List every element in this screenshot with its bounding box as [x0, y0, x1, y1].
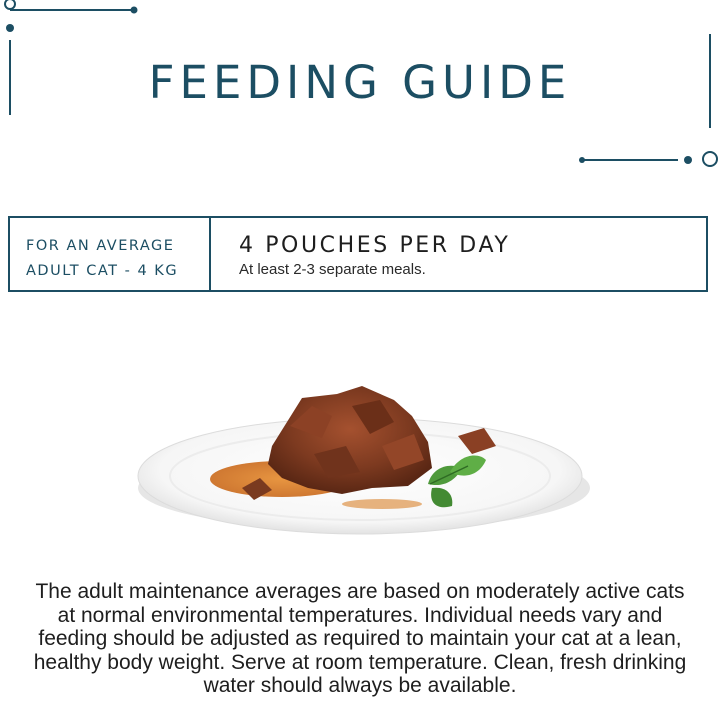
cat-weight-label: [10, 218, 211, 290]
feeding-description: The adult maintenance averages are based on moderately active cats at normal environmental temperatures. Individual needs vary and feeding should be adjusted as required to maintain your cat at a lean, healthy body weight. Serve at room temperature. Clean, fresh drinking water should always be available.: [33, 580, 687, 697]
feeding-guide-box: [8, 216, 708, 292]
food-plate-image: [132, 376, 592, 536]
cat-weight-line-1: FOR AN AVERAGE: [26, 238, 175, 254]
meals-note: At least 2-3 separate meals.: [239, 261, 426, 278]
feeding-amount: [211, 218, 706, 290]
page-title: FEEDING GUIDE: [148, 56, 572, 109]
cat-weight-line-2: ADULT CAT - 4 KG: [26, 263, 179, 279]
pouches-per-day: 4 POUCHES PER DAY: [239, 233, 511, 258]
